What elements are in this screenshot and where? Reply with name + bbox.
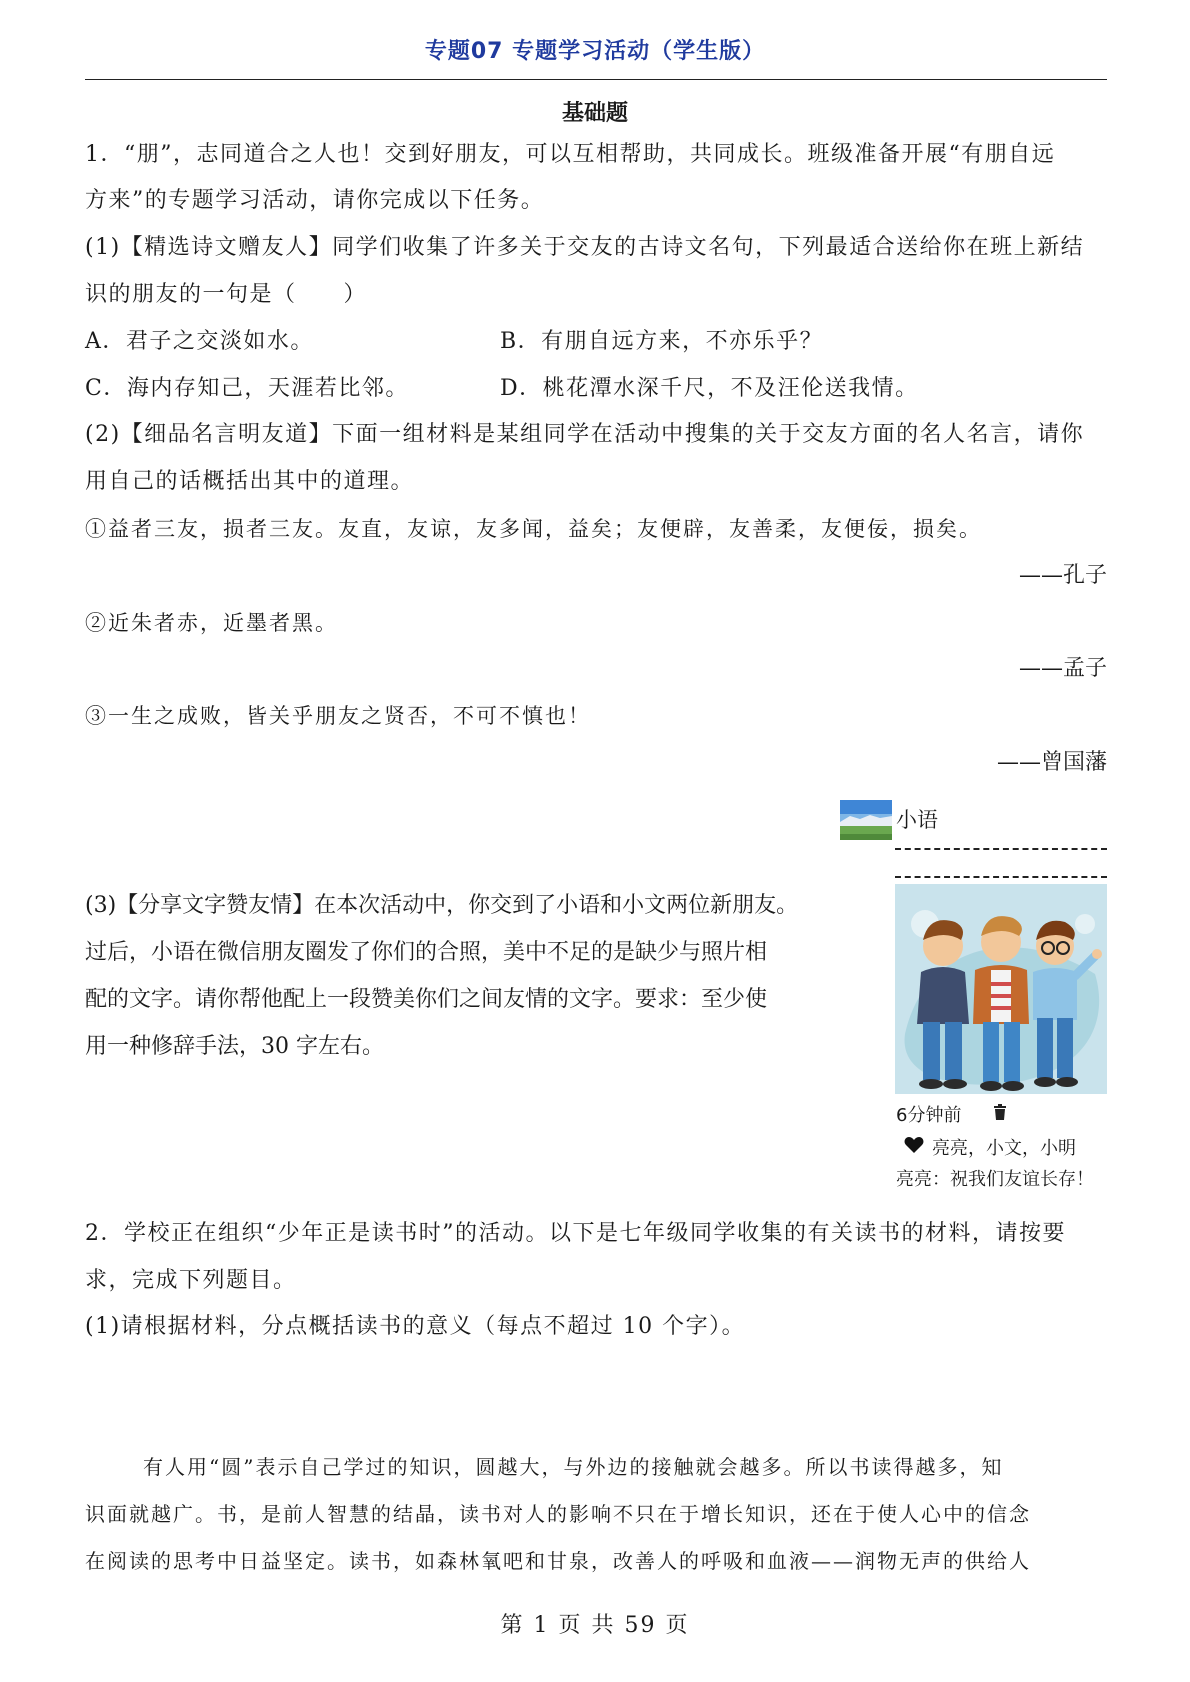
quote-2-author: ——孟子	[1018, 656, 1107, 681]
page-title: 专题07 专题学习活动（学生版）	[424, 39, 766, 64]
dashed-divider-2	[895, 876, 1107, 878]
quote-2: ②近朱者赤，近墨者黑。	[85, 611, 338, 635]
q1-part1-line1: (1)【精选诗文赠友人】同学们收集了许多关于交友的古诗文名句，下列最适合送给你在班上新结	[85, 235, 1085, 260]
moment-username: 小语	[896, 808, 938, 832]
quote-3-author: ——曾国藩	[996, 750, 1107, 775]
heart-icon[interactable]	[904, 1136, 924, 1154]
q1-intro-line1: 1．“朋”，志同道合之人也！交到好朋友，可以互相帮助，共同成长。班级准备开展“有朋自远	[85, 142, 1056, 167]
trash-icon[interactable]	[993, 1104, 1007, 1120]
option-b[interactable]: B．有朋自远方来，不亦乐乎？	[500, 329, 824, 354]
q1-part3-line1: (3)【分享文字赞友情】在本次活动中，你交到了小语和小文两位新朋友。	[85, 893, 799, 918]
q1-part2-line1: (2)【细品名言明友道】下面一组材料是某组同学在活动中搜集的关于交友方面的名人名言，请你	[85, 422, 1085, 447]
moment-likes: 亮亮，小文，小明	[932, 1138, 1076, 1159]
q1-intro-line2: 方来”的专题学习活动，请你完成以下任务。	[85, 188, 545, 213]
moment-comment: 亮亮：祝我们友谊长存！	[896, 1169, 1094, 1190]
q1-part1-line2: 识的朋友的一句是（ ）	[85, 282, 368, 307]
material-line-1: 有人用“圆”表示自己学过的知识，圆越大，与外边的接触就会越多。所以书读得越多，知	[143, 1455, 1004, 1479]
option-c[interactable]: C．海内存知己，天涯若比邻。	[85, 376, 409, 401]
landscape-avatar-icon	[840, 800, 892, 840]
material-line-2: 识面就越广。书，是前人智慧的结晶，读书对人的影响不只在于增长知识，还在于使人心中的信念	[85, 1502, 1031, 1526]
q1-part3-line4: 用一种修辞手法，30 字左右。	[85, 1034, 384, 1059]
dashed-divider-1	[895, 848, 1107, 850]
q2-intro-line2: 求，完成下列题目。	[85, 1268, 297, 1293]
page-footer: 第 1 页 共 59 页	[500, 1613, 690, 1638]
option-d[interactable]: D．桃花潭水深千尺，不及汪伦送我情。	[500, 376, 919, 401]
material-line-3: 在阅读的思考中日益坚定。读书，如森林氧吧和甘泉，改善人的呼吸和血液——润物无声的供给人	[85, 1549, 1031, 1573]
moment-photo[interactable]	[895, 884, 1107, 1094]
quote-1: ①益者三友，损者三友。友直，友谅，友多闻，益矣；友便辟，友善柔，友便佞，损矣。	[85, 517, 982, 541]
header-rule	[85, 79, 1107, 80]
q1-part3-line2: 过后，小语在微信朋友圈发了你们的合照，美中不足的是缺少与照片相	[85, 940, 768, 965]
quote-1-author: ——孔子	[1018, 563, 1107, 588]
q1-part3-line3: 配的文字。请你帮他配上一段赞美你们之间友情的文字。要求：至少使	[85, 987, 768, 1012]
option-a[interactable]: A．君子之交淡如水。	[85, 329, 314, 354]
q2-intro-line1: 2．学校正在组织“少年正是读书时”的活动。以下是七年级同学收集的有关读书的材料，请按要	[85, 1221, 1066, 1246]
moment-time: 6分钟前	[896, 1105, 962, 1126]
q2-part1: (1)请根据材料，分点概括读书的意义（每点不超过 10 个字）。	[85, 1314, 746, 1339]
q1-part2-line2: 用自己的话概括出其中的道理。	[85, 469, 415, 494]
quote-3: ③一生之成败，皆关乎朋友之贤否，不可不慎也！	[85, 704, 591, 728]
section-title: 基础题	[561, 101, 628, 126]
